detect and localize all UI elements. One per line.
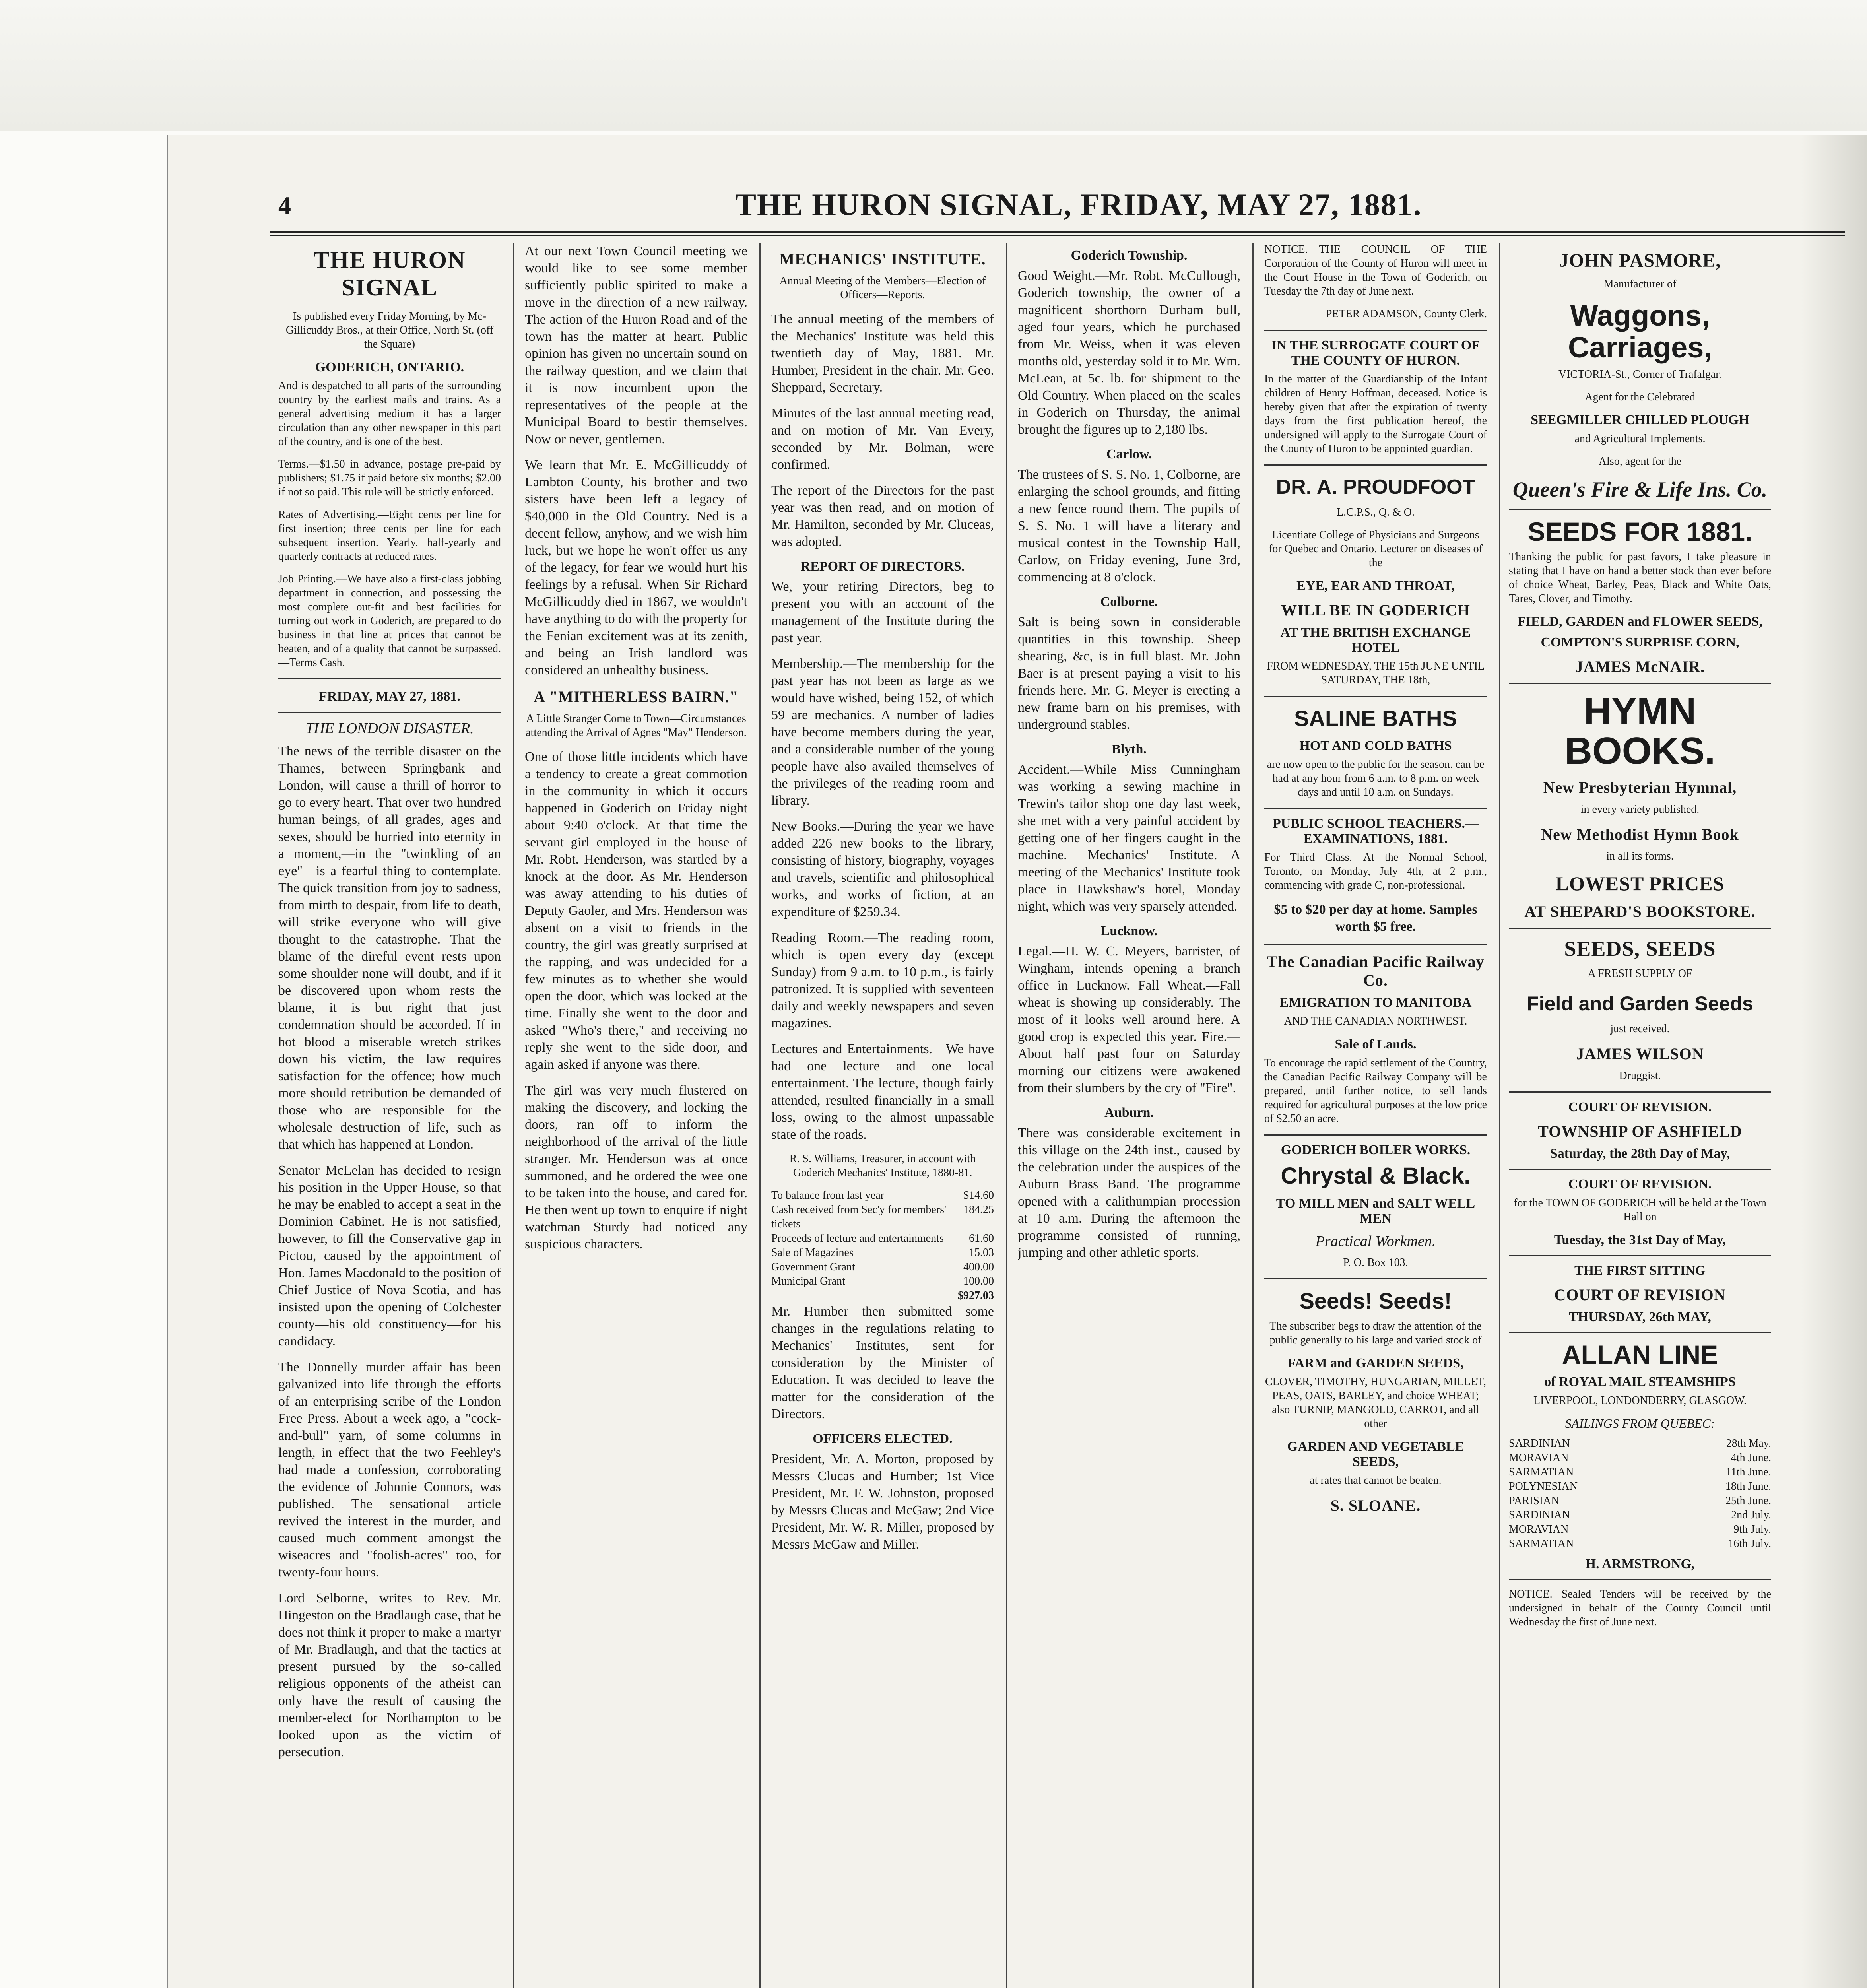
saline-text: are now open to the public for the season. can be had at any hour from 6 a.m. to 8 p.m. on week days and until 10 a.m. on Sundays. — [1267, 758, 1485, 798]
boiler-practical: Practical Workmen. — [1315, 1233, 1436, 1250]
ledger-table — [771, 1188, 994, 1303]
section-head: Auburn. — [1104, 1105, 1154, 1120]
article-paragraph: The news of the terrible disaster on the Thames, between Springbank and London, will cause a thrill of horror to go to every heart. That over two hundred human beings, of all grades, ages and sexes, should be hurried into eternity in a moment,—in the "twinkling of an eye"—is a fearful thing to contemplate. The quick transition from joy to sadness, from mirth to despair, from life to death, will strike everyone who will give thought to the catastrophe. That the blame of the direful event rests upon some shoulder none will doubt, and if it be discovered upon whom rests the blame, it is but right that just condemnation should be accorded. If in hot blood a miserable wretch strikes down his victim, the law requires satisfaction for the offence; how much more should retribution be demanded of those who are responsible for the wholesale destruction of life, such as that which has happened at London. — [278, 744, 501, 1152]
article-paragraph: Good Weight.—Mr. Robt. McCullough, Goderich township, the owner of a magnificent shorthorn Durham bull, aged four years, which he purchased from Mr. Weiss, when it was eleven months old, yesterday sold it to Mr. Wm. McLean, at 5c. lb. for shipment to the Old Country. When placed on the scales in Goderich on Thursday, the animal brought the figures up to 2,180 lbs. — [1018, 268, 1240, 437]
seeds-veg: GARDEN AND VEGETABLE SEEDS, — [1287, 1439, 1464, 1469]
column-4 — [1018, 243, 1240, 1988]
masthead-rule-thin — [270, 235, 1845, 236]
notice-signature: PETER ADAMSON, County Clerk. — [1326, 308, 1487, 320]
mcnair-name: JAMES McNAIR. — [1575, 658, 1705, 676]
masthead — [278, 175, 1551, 235]
article-paragraph: New Books.—During the year we have added 226 new books to the library, consisting of history, biography, voyages and travels, scientific and philosophical works, and works of fiction, at an expenditure of $259.34. — [771, 819, 994, 919]
ledger-head: R. S. Williams, Treasurer, in account with Goderich Mechanics' Institute, 1880-81. — [789, 1153, 976, 1179]
saline-sub: HOT AND COLD BATHS — [1299, 738, 1452, 753]
article-paragraph: Lord Selborne, writes to Rev. Mr. Hingeston on the Bradlaugh case, that he does not think it proper to make a martyr of Mr. Bradlaugh, and that the tactics at present pursued by the so-called religious opponents of the atheist can only have the result of causing the member-elect for Northampton to be looked upon as the victim of persecution. — [278, 1591, 501, 1759]
just-received: just received. — [1610, 1023, 1670, 1035]
ledger-row: Government Grant 400.00 — [771, 1261, 994, 1273]
ledger-total: $927.03 — [958, 1289, 994, 1302]
article-paragraph: Lectures and Entertainments.—We have had one lecture and one local entertainment. The lecture, though fairly attended, resulted financially in a small loss, owing to the almost unpassable state of the roads. — [771, 1042, 994, 1142]
route: LIVERPOOL, LONDONDERRY, GLASGOW. — [1533, 1394, 1747, 1407]
ledger-row: Cash received from Sec'y for members' tickets 184.25 — [771, 1204, 994, 1230]
cpr-sale: Sale of Lands. — [1335, 1037, 1417, 1052]
sailing-row: SARDINIAN 28th May. — [1509, 1437, 1771, 1450]
circulation-text: And is despatched to all parts of the surrounding country by the earliest mails and trains. As a general advertising medium it has a larger circulation than any other newspaper in this part of the country, and is one of the best. — [278, 380, 501, 448]
column-6-ads — [1509, 243, 1771, 1988]
hymn-head: HYMN BOOKS. — [1564, 690, 1716, 772]
seeds-dealer: S. SLOANE. — [1330, 1497, 1421, 1514]
court2-text: for the TOWN OF GODERICH will be held at the Town Hall on — [1514, 1197, 1766, 1223]
pasmore-sub: Manufacturer of — [1603, 278, 1677, 290]
seeds-head: Seeds! Seeds! — [1299, 1288, 1452, 1313]
article-subhead: A Little Stranger Come to Town—Circumstances attending the Arrival of Agnes "May" Henderson. — [526, 712, 747, 739]
section-head: Colborne. — [1100, 594, 1158, 609]
article-paragraph: Reading Room.—The reading room, which is open every day (except Sunday) from 9 a.m. to 10 p.m., is fairly patronized. It is supplied with seventeen daily and weekly newspapers and seven magazines. — [771, 930, 994, 1031]
armstrong-name: H. ARMSTRONG, — [1585, 1557, 1695, 1571]
court2-date: Tuesday, the 31st Day of May, — [1554, 1233, 1726, 1247]
sailing-row: SARMATIAN 16th July. — [1509, 1538, 1771, 1550]
ashfield-head: TOWNSHIP OF ASHFIELD — [1538, 1122, 1742, 1140]
royal-mail: of ROYAL MAIL STEAMSHIPS — [1544, 1375, 1736, 1389]
boiler-firm: Chrystal & Black. — [1281, 1163, 1471, 1189]
fire-insurance: Queen's Fire & Life Ins. Co. — [1512, 478, 1768, 501]
article-paragraph: There was considerable excitement in this village on the 24th inst., caused by the celebration under the auspices of the Auburn Brass Band. The programme opened with a calithumpian procession at 10 a.m. During the afternoon the programme consisted of running, jumping and other athletic sports. — [1018, 1126, 1240, 1260]
doctor-info: Licentiate College of Physicians and Surgeons for Quebec and Ontario. Lecturer on diseases of the — [1268, 529, 1483, 569]
article-subhead: Annual Meeting of the Members—Election of Officers—Reports. — [779, 275, 986, 301]
seeds-prices: at rates that cannot be beaten. — [1310, 1474, 1442, 1487]
article-paragraph: Membership.—The membership for the past year has not been as large as we would have wished, being 152, of which 59 are mechanics. A number of ladies have become members during the year, and a considerable number of the young people have also availed themselves of the privileges of the reading room and library. — [771, 656, 994, 808]
article-paragraph: The Donnelly murder affair has been galvanized into life through the efforts of an enterprising scribe of the London Free Press. About a week ago, a "cock-and-bull" yarn, of some columns in length, in effect that the two Feehley's had made a confession, corroborating the evidence of Johnnie Connors, was published. The sensational article revived the interest in the murder, and caused much comment amongst the wiseacres and "foolish-acres" too, for twenty-four hours. — [278, 1360, 501, 1580]
pasmore-name: JOHN PASMORE, — [1559, 250, 1721, 271]
section-head: OFFICERS ELECTED. — [813, 1431, 953, 1446]
shepard-bookstore: AT SHEPARD'S BOOKSTORE. — [1524, 903, 1756, 920]
methodist-sub: in all its forms. — [1606, 850, 1674, 862]
ledger-row: Sale of Magazines 15.03 — [771, 1246, 994, 1259]
methodist-hymn: New Methodist Hymn Book — [1541, 825, 1739, 843]
boiler-head: GODERICH BOILER WORKS. — [1281, 1143, 1471, 1157]
page-title: THE HURON SIGNAL, FRIDAY, MAY 27, 1881. — [736, 187, 1422, 222]
seeds-farm: FARM and GARDEN SEEDS, — [1287, 1356, 1464, 1371]
section-head: REPORT OF DIRECTORS. — [800, 559, 965, 574]
first-sitting: THE FIRST SITTING — [1574, 1263, 1706, 1278]
article-headline: MECHANICS' INSTITUTE. — [779, 250, 986, 268]
ashfield-date: Saturday, the 28th Day of May, — [1550, 1146, 1730, 1161]
wagons-head: Waggons, Carriages, — [1568, 299, 1712, 364]
article-paragraph: We, your retiring Directors, beg to present you with an account of the management of the Institute during the past year. — [771, 579, 994, 645]
sailings-table — [1509, 1437, 1771, 1551]
article-headline: A "MITHERLESS BAIRN." — [534, 688, 739, 706]
teachers-head: PUBLIC SCHOOL TEACHERS.—EXAMINATIONS, 1881. — [1272, 816, 1479, 846]
teachers-text: For Third Class.—At the Normal School, Toronto, on Monday, July 4th, at 2 p.m., commencing with grade C, non-professional. — [1264, 851, 1487, 891]
wilson-name: JAMES WILSON — [1576, 1045, 1704, 1063]
doctor-hotel: AT THE BRITISH EXCHANGE HOTEL — [1280, 625, 1471, 655]
ledger-row: Municipal Grant 100.00 — [771, 1275, 994, 1287]
doctor-title: L.C.P.S., Q. & O. — [1336, 506, 1415, 518]
column-divider — [1006, 243, 1007, 1988]
ledger-row: To balance from last year $14.60 — [771, 1189, 994, 1202]
column-divider — [513, 243, 514, 1988]
druggist: Druggist. — [1619, 1070, 1661, 1082]
article-paragraph: Minutes of the last annual meeting read, and on motion of Mr. Van Every, seconded by Mr. Bolman, were confirmed. — [771, 406, 994, 472]
sailing-row: MORAVIAN 9th July. — [1509, 1523, 1771, 1536]
article-paragraph: The annual meeting of the members of the Mechanics' Institute was held this twentieth day of May, 1881. Mr. Humber, President in the chair. Mr. Geo. Sheppard, Secretary. — [771, 312, 994, 395]
tenders-notice: NOTICE. Sealed Tenders will be received by the undersigned in behalf of the County Council until Wednesday the first of June next. — [1509, 1588, 1771, 1628]
article-paragraph: The girl was very much flustered on making the discovery, and locking the doors, ran off to inform the neighborhood of the arrival of the little stranger. Mr. Henderson was at once summoned, and he ordered the wee one to be taken into the house, and cared for. He then went up town to enquire if night watchman Sturdy had noticed any suspicious characters. — [525, 1083, 747, 1252]
saline-head: SALINE BATHS — [1294, 706, 1457, 731]
scanner-margin-top — [0, 0, 1867, 131]
cpr-head: The Canadian Pacific Railway Co. — [1267, 953, 1485, 989]
article-paragraph: We learn that Mr. E. McGillicuddy of Lambton County, his brother and two sisters have been left a legacy of $40,000 in the Old Country. Ned is a decent fellow, anyhow, and we wish him luck, but we hope he won't offer us any of the legacy, for fear we would hurt his feelings by a refusal. When Sir Richard McGillicuddy died in 1867, we wouldn't have anything to do with the property for the Fenian excitement was at its zenith, and being an Irish landlord was considered an unhealthy business. — [525, 458, 747, 678]
column-divider — [759, 243, 761, 1988]
column-2 — [525, 243, 747, 1988]
court2-head: COURT OF REVISION. — [1568, 1177, 1712, 1192]
cpr-sub2: AND THE CANADIAN NORTHWEST. — [1284, 1015, 1467, 1027]
council-notice: NOTICE.—THE COUNCIL OF THE Corporation of the County of Huron will meet in the Court House in the Town of Goderich, on Tuesday the 7th day of June next. — [1264, 243, 1487, 297]
sailing-row: POLYNESIAN 18th June. — [1509, 1480, 1771, 1493]
section-head: Goderich Township. — [1071, 248, 1188, 263]
plough-agent: Agent for the Celebrated — [1585, 391, 1695, 403]
article-paragraph: Mr. Humber then submitted some changes in the regulations relating to Mechanics' Institutes, sent for consideration by the Minister of Education. It was decided to leave the matter for the consideration of the Directors. — [771, 1304, 994, 1421]
article-paragraph: The trustees of S. S. No. 1, Colborne, are enlarging the school grounds, and fitting a new fence round them. The pupils of S. S. No. 1 will have a literary and musical contest in the Township Hall, Carlow, on Friday evening, June 3rd, commencing at 8 o'clock. — [1018, 467, 1240, 584]
earn-ad: $5 to $20 per day at home. Samples worth $5 free. — [1274, 902, 1477, 934]
page-number: 4 — [278, 191, 291, 219]
publish-info: Is published every Friday Morning, by Mc-Gillicuddy Bros., at their Office, North St. (off the Square) — [285, 310, 494, 350]
article-paragraph: President, Mr. A. Morton, proposed by Messrs Clucas and Humber; 1st Vice President, Mr. F. W. Johnston, proposed by Messrs Clucas and McGaw; 2nd Vice President, Mr. W. R. Miller, proposed by Messrs McGaw and Miller. — [771, 1452, 994, 1552]
article-paragraph: One of those little incidents which have a tendency to create a great commotion in the community in which it occurs happened in Goderich on Friday night about 9:40 o'clock. At that time the servant girl employed in the house of Mr. Robt. Henderson, was startled by a knock at the door. As Mr. Henderson was away attending to his duties of Deputy Gaoler, and Mrs. Henderson was absent on a visit to friends in the country, the girl was greatly surprised at the rapping, and was undecided for a few minutes as to whether she would open the door, which was locked at the time. Finally she went to the door and asked "Who's there," and receiving no reply she went to the side door, and again asked if anyone was there. — [525, 749, 747, 1072]
field-garden-seeds: Field and Garden Seeds — [1527, 992, 1753, 1015]
section-head: Blyth. — [1112, 742, 1147, 757]
surrogate-head: IN THE SURROGATE COURT OF THE COUNTY OF HURON. — [1271, 338, 1480, 368]
column-divider — [1252, 243, 1254, 1988]
sailing-row: SARDINIAN 2nd July. — [1509, 1509, 1771, 1521]
article-paragraph: At our next Town Council meeting we would like to see some member sufficiently public spirited to make a move in the direction of a new railway. The action of the Huron Road and of the town has the matter at heart. Public opinion has given no uncertain sound on the railway question, and we claim that it is now incumbent upon the representatives of the people at the Municipal Board to bestir themselves. Now or never, gentlemen. — [525, 244, 747, 447]
sailings-head: SAILINGS FROM QUEBEC: — [1565, 1416, 1715, 1431]
article-paragraph: The report of the Directors for the past year was then read, and on motion of Mr. Hamilton, seconded by Mr. Cluceas, was adopted. — [771, 483, 994, 549]
court3-head: COURT OF REVISION — [1554, 1286, 1726, 1304]
page-edge-shadow — [1801, 135, 1867, 1988]
seeds-seeds: SEEDS, SEEDS — [1564, 937, 1716, 961]
court-revision-head: COURT OF REVISION. — [1568, 1100, 1712, 1114]
doctor-name: DR. A. PROUDFOOT — [1276, 476, 1475, 499]
plough-sub: and Agricultural Implements. — [1574, 433, 1706, 445]
sailing-row: SARMATIAN 11th June. — [1509, 1466, 1771, 1478]
place-line: GODERICH, ONTARIO. — [315, 360, 464, 375]
doctor-specialty: EYE, EAR AND THROAT, — [1296, 579, 1455, 593]
allan-line: ALLAN LINE — [1562, 1340, 1718, 1369]
nameplate: THE HURON SIGNAL — [313, 247, 466, 301]
boiler-box: P. O. Box 103. — [1343, 1256, 1408, 1269]
cpr-text: To encourage the rapid settlement of the Country, the Canadian Pacific Railway Company will be prepared, until further notice, to sell lands required for agricultural purposes at the low price of $2.50 an acre. — [1264, 1057, 1487, 1125]
seeds-1881-text: Thanking the public for past favors, I take pleasure in stating that I have on hand a better stock than ever before of choice Wheat, Barley, Peas, Black and White Oats, Tares, Clover, and Timothy. — [1509, 551, 1771, 605]
masthead-rule — [270, 231, 1845, 233]
presb-sub: in every variety published. — [1580, 803, 1700, 815]
doctor-visit: WILL BE IN GODERICH — [1281, 601, 1470, 619]
column-divider — [1499, 243, 1500, 1988]
section-head: Carlow. — [1106, 447, 1152, 462]
presb-hymnal: New Presbyterian Hymnal, — [1543, 779, 1737, 796]
sailing-row: PARISIAN 25th June. — [1509, 1495, 1771, 1507]
sailing-row: MORAVIAN 4th June. — [1509, 1452, 1771, 1464]
article-paragraph: Senator McLelan has decided to resign his position in the Upper House, so that he may be enabled to accept a seat in the Dominion Cabinet. He is not satisfied, however, to fill the Conservative gap in Pictou, caused by the appointment of Hon. James Macdonald to the position of Chief Justice of Nova Scotia, and has insisted upon the opening of Colchester county—his old constituency—for his candidacy. — [278, 1163, 501, 1349]
column-1 — [278, 243, 501, 1988]
wagons-location: VICTORIA-St., Corner of Trafalgar. — [1558, 368, 1722, 381]
column-3 — [771, 243, 994, 1988]
cpr-sub: EMIGRATION TO MANITOBA — [1279, 995, 1472, 1010]
section-head: Lucknow. — [1100, 924, 1158, 938]
date-line: FRIDAY, MAY 27, 1881. — [319, 689, 460, 704]
lowest-prices: LOWEST PRICES — [1555, 872, 1725, 895]
rates-text: Rates of Advertising.—Eight cents per line for first insertion; three cents per line for each subsequent insertion. Yearly, half-yearly and quarterly contracts at reduced rates. — [278, 509, 501, 563]
column-5-ads — [1264, 243, 1487, 1988]
surrogate-text: In the matter of the Guardianship of the Infant children of Henry Hoffman, deceased. Notice is hereby given that after the expiration of twenty days from the first publication hereof, the undersigned will apply to the Surrogate Court of the County of Huron to be appointed guardian. — [1264, 373, 1487, 455]
boiler-sub: TO MILL MEN and SALT WELL MEN — [1276, 1196, 1475, 1226]
terms-text: Terms.—$1.50 in advance, postage pre-paid by publishers; $1.75 if paid before six months; $2.00 if not so paid. This rule will be strictly enforced. — [278, 458, 501, 498]
ledger-row: Proceeds of lecture and entertainments 61.60 — [771, 1232, 994, 1244]
article-headline: THE LONDON DISASTER. — [305, 720, 474, 737]
article-paragraph: Legal.—H. W. C. Meyers, barrister, of Wingham, intends opening a branch office in Lucknow. Fall Wheat.—Fall wheat is showing up considerably. The most of it looks well around here. A good crop is expected this year. Fire.—About half past four on Saturday morning our citizens were awakened from their slumbers by the cry of "Fire". — [1018, 944, 1240, 1095]
compton-corn: COMPTON'S SURPRISE CORN, — [1541, 635, 1739, 650]
fresh-supply: A FRESH SUPPLY OF — [1588, 967, 1692, 980]
article-paragraph: Accident.—While Miss Cunningham was working a sewing machine in Trewin's tailor shop one day last week, she met with a very painful accident by getting one of her fingers caught in the machine. Mechanics' Institute.—A meeting of the Mechanics' Institute took place in Hawkshaw's hotel, Monday night, which was very sparsely attended. — [1018, 762, 1240, 914]
doctor-dates: FROM WEDNESDAY, THE 15th JUNE UNTIL SATURDAY, THE 18th, — [1266, 660, 1485, 686]
seeds-1881-head: SEEDS FOR 1881. — [1527, 517, 1752, 546]
court3-date: THURSDAY, 26th MAY, — [1569, 1310, 1711, 1324]
seeds-list: CLOVER, TIMOTHY, HUNGARIAN, MILLET, PEAS, OATS, BARLEY, and choice WHEAT; also TURNIP, MANGOLD, CARROT, and all other — [1265, 1376, 1487, 1430]
fire-agent: Also, agent for the — [1598, 455, 1682, 468]
article-paragraph: Salt is being sown in considerable quantities in this township. Sheep shearing, &c, is in full blast. Mr. John Baer is at present paying a visit to his friends here. Mr. G. Meyer is erecting a new frame barn on his premises, with underground stables. — [1018, 615, 1240, 732]
field-seeds: FIELD, GARDEN and FLOWER SEEDS, — [1518, 614, 1762, 629]
job-printing-text: Job Printing.—We have also a first-class jobbing department in connection, and possessing the most complete out-fit and best facilities for turning out work in Goderich, are prepared to do business in that line at prices that cannot be beaten, and of a quality that cannot be surpassed.—Terms Cash. — [278, 573, 501, 669]
plough-name: SEEGMILLER CHILLED PLOUGH — [1531, 413, 1749, 427]
seeds-text: The subscriber begs to draw the attention of the public generally to his large and varied stock of — [1269, 1320, 1482, 1346]
